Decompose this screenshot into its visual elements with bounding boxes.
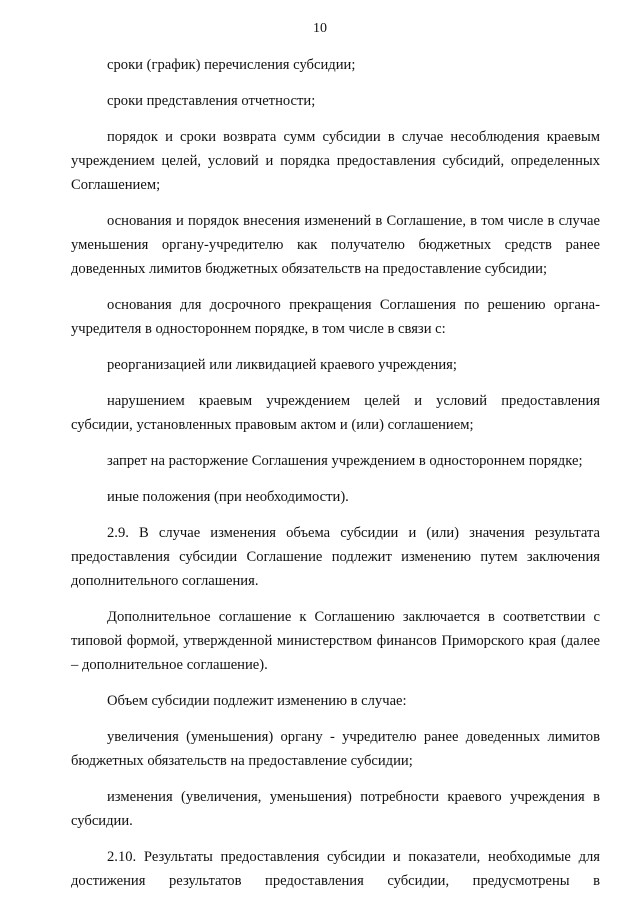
document-body xyxy=(71,53,600,893)
paragraph-termination-ban: запрет на расторжение Соглашения учреждением в одностороннем порядке; xyxy=(107,453,583,469)
paragraph-section-2-9: 2.9. В случае изменения объема субсидии и (или) значения результата предоставления субсидии Соглашение подлежит изменению путем заключения дополнительного соглашения. xyxy=(71,525,600,589)
paragraph-early-termination: основания для досрочного прекращения Соглашения по решению органа-учредителя в одностороннем порядке, в том числе в связи с: xyxy=(71,297,600,337)
paragraph-need-change: изменения (увеличения, уменьшения) потребности краевого учреждения в субсидии. xyxy=(71,789,600,829)
paragraph-amendment-grounds: основания и порядок внесения изменений в Соглашение, в том числе в случае уменьшения органу-учредителю как получателю бюджетных средств ранее доведенных лимитов бюджетных обязательств на предоставление субсидии; xyxy=(71,213,600,277)
paragraph-reorganization: реорганизацией или ликвидацией краевого учреждения; xyxy=(107,357,457,373)
paragraph-other-provisions: иные положения (при необходимости). xyxy=(107,489,349,505)
paragraph-additional-agreement: Дополнительное соглашение к Соглашению заключается в соответствии с типовой формой, утвержденной министерством финансов Приморского края (далее – дополнительное соглашение). xyxy=(71,609,600,673)
paragraph-reporting-deadlines: сроки представления отчетности; xyxy=(107,93,316,109)
paragraph-section-2-10: 2.10. Результаты предоставления субсидии и показатели, необходимые для достижения результатов предоставления субсидии, предусмотрены в xyxy=(71,849,600,889)
page-number: 10 xyxy=(313,21,327,36)
paragraph-limits-change: увеличения (уменьшения) органу - учредителю ранее доведенных лимитов бюджетных обязательств на предоставление субсидии; xyxy=(71,729,600,769)
paragraph-volume-change: Объем субсидии подлежит изменению в случае: xyxy=(107,693,407,709)
paragraph-refund-procedure: порядок и сроки возврата сумм субсидии в случае несоблюдения краевым учреждением целей, условий и порядка предоставления субсидий, определенных Соглашением; xyxy=(71,129,600,193)
paragraph-payment-schedule: сроки (график) перечисления субсидии; xyxy=(107,57,356,73)
paragraph-violation: нарушением краевым учреждением целей и условий предоставления субсидии, установленных правовым актом и (или) соглашением; xyxy=(71,393,600,433)
